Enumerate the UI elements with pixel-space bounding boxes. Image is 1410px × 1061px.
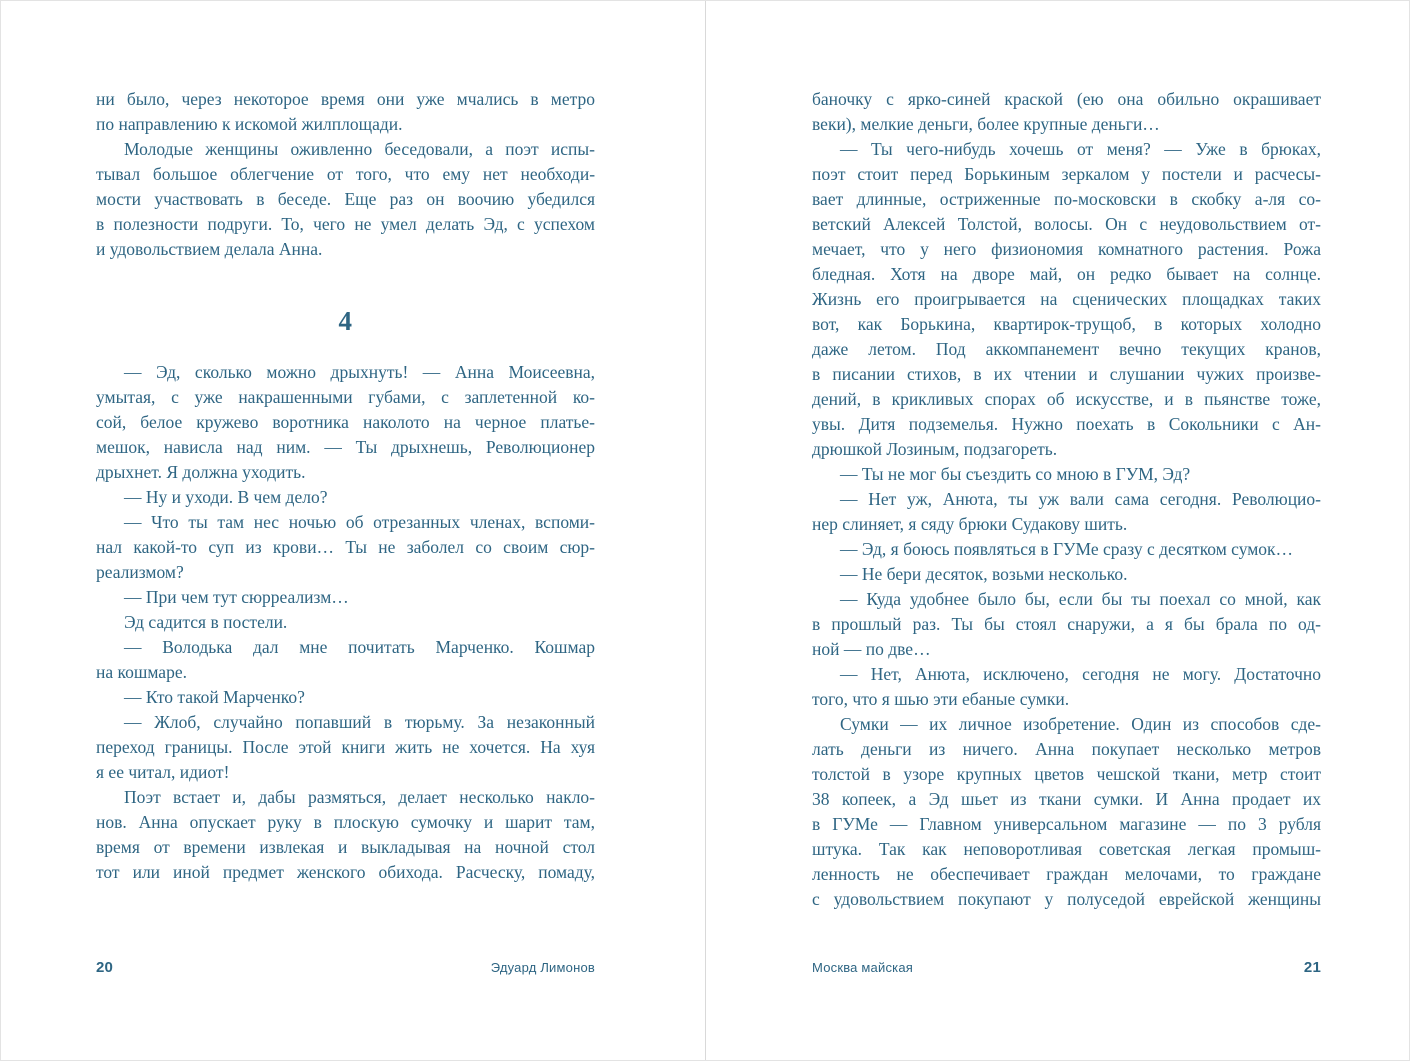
text-line: ветский Алексей Толстой, волосы. Он с неудовольствием от- [812, 214, 1321, 234]
text-line: — Что ты там нес ночью об отрезанных членах, вспоми- [124, 512, 596, 532]
text-line: я ее читал, идиот! [96, 762, 230, 782]
text-line: тывал большое облегчение от того, что ему нет необходи- [96, 164, 596, 184]
text-line: вот, как Борькина, квартирок-трущоб, в которых холодно [812, 314, 1321, 334]
page-right [705, 1, 1409, 1060]
text-line: в прошлый раз. Ты бы стоял снаружи, а я бы брала по од- [812, 614, 1321, 634]
text-line: — Володька дал мне почитать Марченко. Кошмар [124, 637, 596, 657]
text-line: в ГУМе — Главном универсальном магазине — по 3 рубля [812, 814, 1321, 834]
text-line: в писании стихов, в их чтении и слушании чужих произве- [812, 364, 1321, 384]
text-line: ной — по две… [812, 639, 931, 659]
text-line: — Кто такой Марченко? [124, 687, 305, 707]
text-line: даже летом. Под аккомпанемент вечно текущих кранов, [812, 339, 1321, 359]
chapter-number: 4 [338, 306, 353, 336]
text-line: нов. Анна опускает руку в плоскую сумочку и шарит там, [96, 812, 596, 832]
page-left [1, 1, 705, 1060]
text-line: по направлению к искомой жилплощади. [96, 114, 403, 134]
text-line: того, что я шью эти ебаные сумки. [812, 689, 1070, 709]
text-line: тот или иной предмет женского обихода. Расческу, помаду, [96, 862, 596, 882]
page-number-right: 21 [1303, 959, 1321, 976]
text-line: поэт стоит перед Борькиным зеркалом у постели и расчесы- [812, 164, 1321, 184]
text-line: штука. Так как неповоротливая советская легкая промыш- [812, 839, 1321, 859]
text-line: — Эд, сколько можно дрыхнуть! — Анна Моисеевна, [124, 362, 596, 382]
text-line: — Жлоб, случайно попавший в тюрьму. За незаконный [124, 712, 596, 732]
text-line: на кошмаре. [96, 662, 187, 682]
text-line: с удовольствием покупают у полуседой еврейской женщины [812, 889, 1321, 909]
text-line: дрюшкой Лозиным, подзагореть. [812, 439, 1058, 459]
text-line: время от времени извлекая и выкладывая на ночной стол [96, 837, 596, 857]
text-line: дрыхнет. Я должна уходить. [96, 462, 306, 482]
page-left-text [96, 87, 595, 885]
text-line: нер слиняет, я сяду брюки Судакову шить. [812, 514, 1128, 534]
running-title-chapter: Москва майская [812, 960, 913, 975]
text-line: — Куда удобнее было бы, если бы ты поехал со мной, как [840, 589, 1321, 609]
text-line: бледная. Хотя на дворе май, он редко бывает на солнце. [812, 264, 1321, 284]
text-line: нал какой-то суп из крови… Ты не заболел со своим сюр- [96, 537, 596, 557]
text-line: — Не бери десяток, возьми несколько. [840, 564, 1128, 584]
page-right-text [812, 87, 1321, 912]
text-line: умытая, с уже накрашенными губами, с заплетенной ко- [96, 387, 596, 407]
text-line: Поэт встает и, дабы размяться, делает несколько накло- [124, 787, 596, 807]
text-line: — Ну и уходи. В чем дело? [124, 487, 328, 507]
page-number-left: 20 [96, 959, 114, 976]
text-line: — Эд, я боюсь появляться в ГУМе сразу с десятком сумок… [840, 539, 1294, 559]
text-line: — Ты чего-нибудь хочешь от меня? — Уже в брюках, [840, 139, 1321, 159]
text-line: увы. Дитя подземелья. Нужно поехать в Сокольники с Ан- [812, 414, 1321, 434]
text-line: толстой в узоре крупных цветов чешской ткани, метр стоит [812, 764, 1321, 784]
text-line: в полезности подруги. То, чего не умел делать Эд, с успехом [96, 214, 596, 234]
page-left-footer [1, 959, 705, 976]
text-line: — Ты не мог бы съездить со мною в ГУМ, Эд? [840, 464, 1191, 484]
page-right-footer [706, 959, 1409, 976]
text-line: 38 копеек, а Эд шьет из ткани сумки. И Анна продает их [812, 789, 1321, 809]
text-line: дений, в крикливых спорах об искусстве, и в пьянстве тоже, [812, 389, 1321, 409]
text-line: переход границы. После этой книги жить не хочется. На хуя [96, 737, 596, 757]
text-line: сой, белое кружево воротника наколото на черное платье- [96, 412, 596, 432]
text-line: — При чем тут сюрреализм… [124, 587, 349, 607]
text-line: — Нет, Анюта, исключено, сегодня не могу. Достаточно [840, 664, 1321, 684]
text-line: и удовольствием делала Анна. [96, 239, 323, 259]
text-line: ни было, через некоторое время они уже мчались в метро [96, 89, 596, 109]
text-line: — Нет уж, Анюта, ты уж вали сама сегодня. Революцио- [840, 489, 1321, 509]
text-line: Сумки — их личное изобретение. Один из способов сде- [840, 714, 1321, 734]
text-line: лать деньги из ничего. Анна покупает несколько метров [812, 739, 1321, 759]
text-line: Эд садится в постели. [124, 612, 288, 632]
text-line: ленность не обеспечивает граждан мелочами, то граждане [812, 864, 1321, 884]
text-line: веки), мелкие деньги, более крупные деньги… [812, 114, 1160, 134]
text-line: реализмом? [96, 562, 184, 582]
text-line: Жизнь его проигрывается на сценических площадках таких [812, 289, 1321, 309]
text-line: вает длинные, остриженные по-московски в скобку а-ля со- [812, 189, 1321, 209]
running-title-author: Эдуард Лимонов [490, 960, 596, 975]
text-line: мости участвовать в беседе. Еще раз он воочию убедился [96, 189, 596, 209]
text-line: Молодые женщины оживленно беседовали, а поэт испы- [124, 139, 596, 159]
text-line: мечает, что у него физиономия комнатного растения. Рожа [812, 239, 1321, 259]
text-line: баночку с ярко-синей краской (ею она обильно окрашивает [812, 89, 1321, 109]
text-line: мешок, нависла над ним. — Ты дрыхнешь, Революционер [96, 437, 596, 457]
